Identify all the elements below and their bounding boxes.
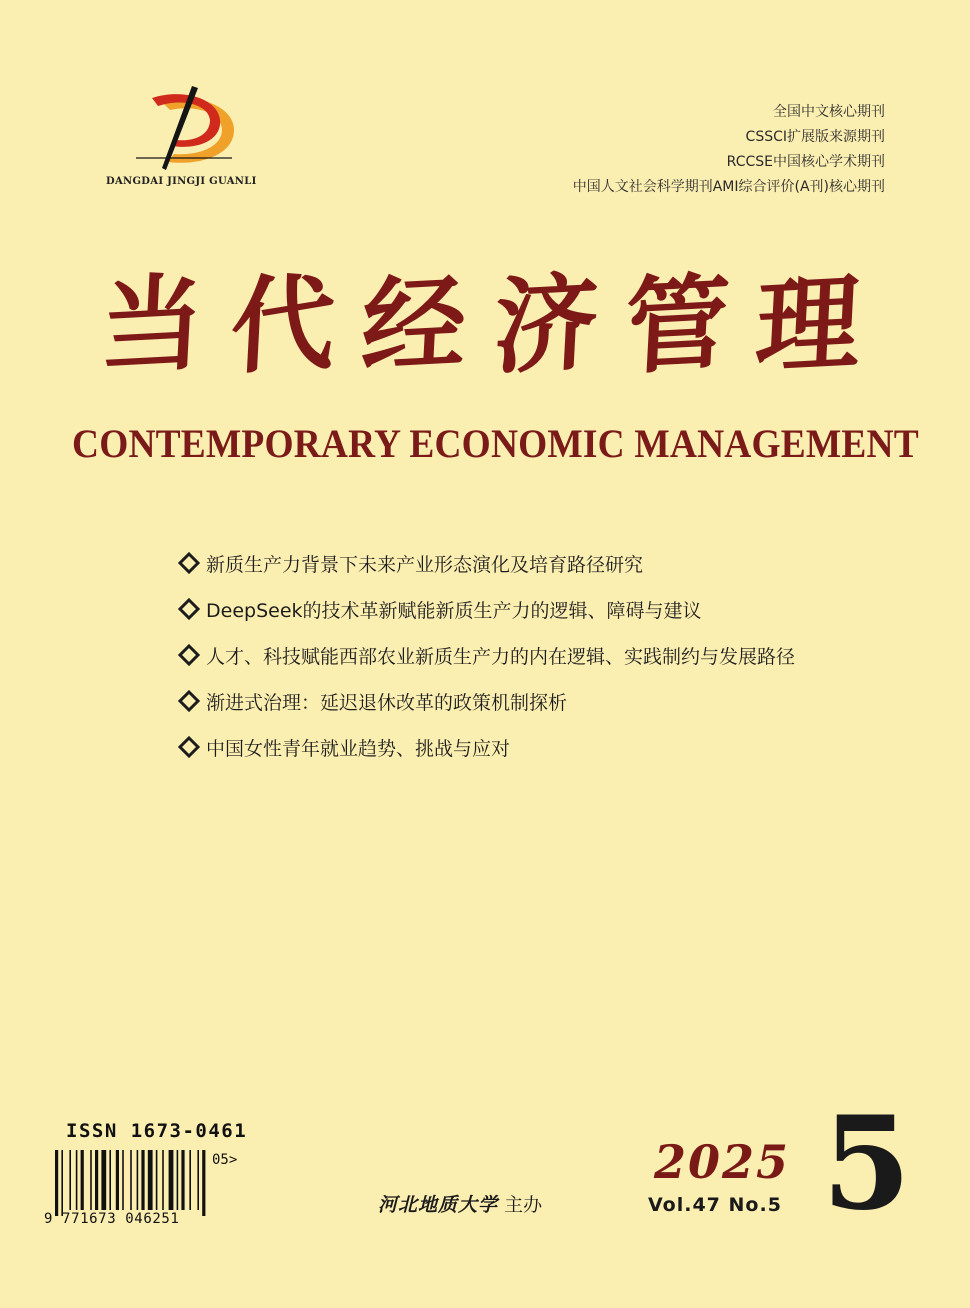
article-title: 新质生产力背景下未来产业形态演化及培育路径研究 bbox=[206, 553, 644, 576]
barcode-number: 9 771673 046251 bbox=[44, 1211, 180, 1227]
barcode-bar bbox=[76, 1150, 78, 1210]
indexing-item: 全国中文核心期刊 bbox=[773, 104, 885, 120]
article-item bbox=[178, 586, 795, 632]
barcode-bar bbox=[156, 1150, 158, 1210]
indexing-item: CSSCI扩展版来源期刊 bbox=[745, 129, 885, 145]
title-char: 济 bbox=[490, 260, 601, 389]
title-char: 代 bbox=[228, 260, 339, 389]
barcode-bar bbox=[90, 1150, 92, 1210]
barcode-bar bbox=[81, 1150, 84, 1210]
barcode-bar bbox=[69, 1150, 71, 1210]
issue-label: No. bbox=[728, 1194, 768, 1216]
barcode-bar bbox=[177, 1150, 179, 1210]
issue-number-large: 5 bbox=[822, 1089, 912, 1239]
article-title: DeepSeek的技术革新赋能新质生产力的逻辑、障碍与建议 bbox=[206, 599, 702, 622]
article-title: 中国女性青年就业趋势、挑战与应对 bbox=[206, 737, 511, 760]
journal-logo bbox=[100, 84, 270, 194]
barcode-bar bbox=[181, 1150, 184, 1210]
logo-emblem-icon bbox=[122, 84, 252, 174]
barcode-bar bbox=[122, 1150, 124, 1210]
barcode-addon: 05> bbox=[212, 1152, 238, 1168]
barcode-bar bbox=[162, 1150, 164, 1210]
title-char: 理 bbox=[752, 260, 864, 389]
volume-label: Vol. bbox=[648, 1194, 693, 1216]
publication-year: 2025 bbox=[654, 1135, 791, 1189]
indexing-item: RCCSE中国核心学术期刊 bbox=[726, 154, 885, 170]
diamond-bullet-icon bbox=[178, 598, 200, 620]
article-item bbox=[178, 678, 795, 724]
featured-articles bbox=[178, 540, 795, 770]
logo-caption: DANGDAI JINGJI GUANLI bbox=[106, 176, 257, 187]
indexing-list bbox=[573, 100, 885, 200]
barcode-bar bbox=[61, 1150, 63, 1216]
article-title: 渐进式治理：延迟退休改革的政策机制探析 bbox=[206, 691, 568, 714]
barcode-bar bbox=[130, 1150, 132, 1210]
journal-title-chinese bbox=[96, 255, 864, 395]
article-item bbox=[178, 540, 795, 586]
diamond-bullet-icon bbox=[178, 644, 200, 666]
title-char: 当 bbox=[96, 260, 208, 389]
barcode-bar bbox=[141, 1150, 144, 1210]
barcode-bar bbox=[137, 1150, 139, 1210]
diamond-bullet-icon bbox=[178, 736, 200, 758]
barcode-bar bbox=[95, 1150, 98, 1210]
journal-title-english: CONTEMPORARY ECONOMIC MANAGEMENT bbox=[72, 421, 919, 466]
barcode-bar bbox=[169, 1150, 174, 1210]
issue-number: 5 bbox=[767, 1194, 782, 1216]
barcode-bar bbox=[202, 1150, 205, 1216]
volume-number: 47 bbox=[692, 1194, 721, 1216]
issn-label: ISSN 1673-0461 bbox=[66, 1120, 248, 1142]
volume-issue bbox=[648, 1194, 782, 1216]
article-item bbox=[178, 724, 795, 770]
title-char: 经 bbox=[359, 260, 470, 389]
publisher-name: 河北地质大学 bbox=[378, 1194, 499, 1216]
publisher-role: 主办 bbox=[504, 1194, 543, 1216]
indexing-item: 中国人文社会科学期刊AMI综合评价(A刊)核心期刊 bbox=[572, 179, 885, 195]
diamond-bullet-icon bbox=[178, 690, 200, 712]
title-char: 管 bbox=[621, 260, 732, 389]
barcode-bar bbox=[101, 1150, 106, 1210]
barcode-bar bbox=[116, 1150, 119, 1210]
barcode-bar bbox=[197, 1150, 199, 1210]
article-item bbox=[178, 632, 795, 678]
article-title: 人才、科技赋能西部农业新质生产力的内在逻辑、实践制约与发展路径 bbox=[206, 645, 796, 668]
barcode-bar bbox=[109, 1150, 111, 1210]
barcode-bar bbox=[189, 1150, 191, 1210]
barcode-bar bbox=[55, 1150, 58, 1216]
publisher bbox=[378, 1190, 542, 1217]
diamond-bullet-icon bbox=[178, 552, 200, 574]
barcode-bar bbox=[148, 1150, 153, 1210]
